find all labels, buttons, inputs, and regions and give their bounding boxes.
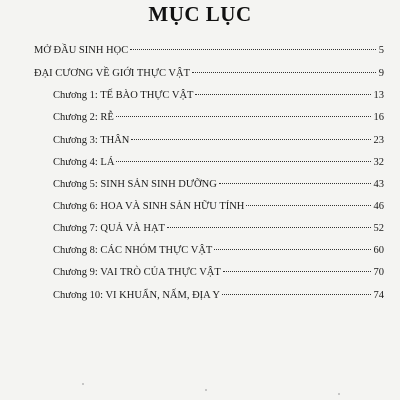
toc-entry-label: Chương 10: VI KHUẨN, NẤM, ĐỊA Y xyxy=(53,290,220,301)
toc-entry[interactable] xyxy=(53,266,384,280)
toc-entry-page: 60 xyxy=(373,245,384,256)
toc-entry-page: 74 xyxy=(373,290,384,301)
toc-entry-page: 70 xyxy=(373,267,384,278)
scan-speck xyxy=(338,393,340,395)
dot-leader xyxy=(223,271,371,272)
toc-entry[interactable] xyxy=(53,178,384,192)
dot-leader xyxy=(246,205,370,206)
dot-leader xyxy=(192,72,376,73)
toc-entry-label: Chương 5: SINH SẢN SINH DƯỠNG xyxy=(53,179,217,190)
toc-entry[interactable] xyxy=(53,222,384,236)
toc-entry[interactable] xyxy=(53,244,384,258)
toc-entry[interactable] xyxy=(53,200,384,214)
toc-entry-page: 5 xyxy=(378,45,384,56)
toc-entry-label: Chương 4: LÁ xyxy=(53,157,115,168)
toc-entry-label: ĐẠI CƯƠNG VỀ GIỚI THỰC VẬT xyxy=(34,68,190,79)
toc-entry-label: Chương 9: VAI TRÒ CỦA THỰC VẬT xyxy=(53,267,221,278)
toc-entry-label: Chương 1: TẾ BÀO THỰC VẬT xyxy=(53,90,194,101)
dot-leader xyxy=(214,249,370,250)
dot-leader xyxy=(116,116,371,117)
toc-entry[interactable] xyxy=(34,67,384,81)
toc-entry[interactable] xyxy=(53,111,384,125)
toc-entry-page: 23 xyxy=(373,135,384,146)
toc-entry-label: Chương 2: RỄ xyxy=(53,112,114,123)
toc-entry[interactable] xyxy=(53,289,384,303)
toc-entry-page: 43 xyxy=(373,179,384,190)
toc-entry-page: 46 xyxy=(373,201,384,212)
toc-entry[interactable] xyxy=(53,134,384,148)
dot-leader xyxy=(222,294,371,295)
scan-speck xyxy=(82,383,84,385)
toc-entry[interactable] xyxy=(53,89,384,103)
dot-leader xyxy=(219,183,371,184)
toc-entry-label: Chương 7: QUẢ VÀ HẠT xyxy=(53,223,165,234)
toc-entry[interactable] xyxy=(53,156,384,170)
toc-entry-page: 52 xyxy=(373,223,384,234)
page-title: MỤC LỤC xyxy=(148,2,252,26)
toc-entry-label: Chương 6: HOA VÀ SINH SẢN HỮU TÍNH xyxy=(53,201,245,212)
toc-entry-label: Chương 3: THÂN xyxy=(53,135,130,146)
toc-entry-page: 13 xyxy=(373,90,384,101)
scan-speck xyxy=(205,389,207,391)
toc-entry-page: 32 xyxy=(373,157,384,168)
dot-leader xyxy=(130,49,376,50)
dot-leader xyxy=(131,139,370,140)
dot-leader xyxy=(195,94,370,95)
toc-entry-page: 16 xyxy=(373,112,384,123)
dot-leader xyxy=(116,161,370,162)
toc-entry-label: Chương 8: CÁC NHÓM THỰC VẬT xyxy=(53,245,213,256)
dot-leader xyxy=(167,227,371,228)
toc-entry-label: MỞ ĐẦU SINH HỌC xyxy=(34,45,129,56)
toc-entry[interactable] xyxy=(34,44,384,58)
toc-entry-page: 9 xyxy=(378,68,384,79)
